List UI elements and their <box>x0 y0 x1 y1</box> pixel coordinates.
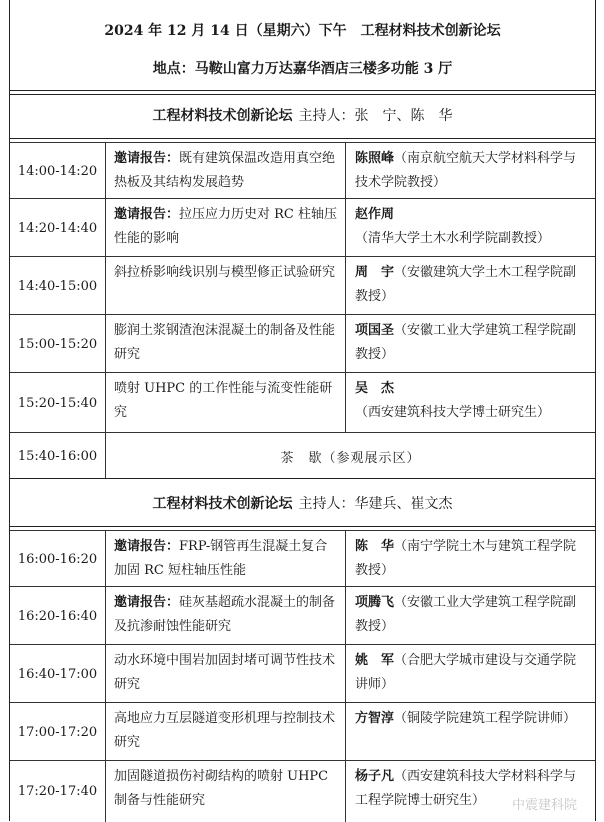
agenda-row <box>10 530 595 587</box>
agenda-row <box>10 644 595 703</box>
session-divider <box>10 478 595 479</box>
talk-topic <box>106 199 346 257</box>
talk-topic <box>106 315 346 373</box>
speaker <box>347 257 595 315</box>
session-host: 主持人：华建兵、崔文杰 <box>298 496 453 512</box>
agenda-sheet <box>9 0 596 821</box>
session-divider <box>10 526 595 527</box>
speaker-name: 项国圣 <box>355 323 395 338</box>
speaker <box>347 645 595 703</box>
topic-text: 喷射 UHPC 的工作性能与流变性能研究 <box>114 381 333 420</box>
time-slot: 17:00-17:20 <box>10 703 106 761</box>
topic-text: 既有建筑保温改造用真空绝热板及其结构发展趋势 <box>114 151 336 190</box>
date-line: 2024 年 12 月 14 日（星期六）下午 工程材料技术创新论坛 <box>104 23 501 39</box>
speaker-affiliation: （南宁学院土木与建筑工程学院教授） <box>355 539 577 578</box>
topic-text: 硅灰基超疏水混凝土的制备及抗渗耐蚀性能研究 <box>114 595 336 634</box>
speaker-affiliation: （南京航空航天大学材料科学与技术学院教授） <box>355 151 577 190</box>
speaker-name: 姚 军 <box>355 653 395 668</box>
time-slot: 15:00-15:20 <box>10 315 106 373</box>
speaker <box>347 587 595 645</box>
topic-text: 膨润土浆钢渣泡沫混凝土的制备及性能研究 <box>114 323 336 362</box>
break-row <box>10 432 595 479</box>
session-title-row <box>10 482 595 526</box>
talk-topic <box>106 257 346 315</box>
speaker-name: 陈照峰 <box>355 151 395 166</box>
speaker-affiliation: （铜陵学院建筑工程学院讲师） <box>394 711 577 726</box>
speaker <box>347 143 595 199</box>
speaker-name: 方智淳 <box>355 711 395 726</box>
time-slot: 16:00-16:20 <box>10 531 106 587</box>
speaker-affiliation: （西安建筑科技大学博士研究生） <box>355 405 551 420</box>
talk-topic <box>106 761 346 822</box>
talk-topic <box>106 703 346 761</box>
invited-label: 邀请报告： <box>114 151 180 166</box>
speaker <box>347 531 595 587</box>
speaker-affiliation: （西安建筑科技大学材料科学与工程学院博士研究生） <box>355 769 577 808</box>
topic-text: FRP-钢管再生混凝土复合加固 RC 短柱轴压性能 <box>114 539 328 578</box>
venue-line: 地点：马鞍山富力万达嘉华酒店三楼多功能 3 厅 <box>152 61 453 77</box>
time-slot: 14:20-14:40 <box>10 199 106 257</box>
talk-topic <box>106 531 346 587</box>
session-host: 主持人：张 宁、陈 华 <box>298 108 453 124</box>
speaker-name: 吴 杰 <box>355 381 395 396</box>
invited-label: 邀请报告： <box>114 595 180 610</box>
speaker-name: 杨子凡 <box>355 769 395 784</box>
agenda-row <box>10 256 595 315</box>
topic-text: 拉压应力历史对 RC 柱轴压性能的影响 <box>114 207 338 246</box>
topic-text: 斜拉桥影响线识别与模型修正试验研究 <box>114 265 336 280</box>
agenda-header <box>10 0 595 90</box>
agenda-row <box>10 702 595 761</box>
speaker <box>347 315 595 373</box>
time-slot: 15:20-15:40 <box>10 373 106 433</box>
header-divider <box>10 90 595 91</box>
watermark: 中震建科院 <box>511 798 577 813</box>
speaker-name: 赵作周 <box>355 207 395 222</box>
speaker-affiliation: （安徽工业大学建筑工程学院副教授） <box>355 595 577 634</box>
talk-topic <box>106 645 346 703</box>
time-slot: 16:20-16:40 <box>10 587 106 645</box>
talk-topic <box>106 143 346 199</box>
agenda-row <box>10 760 595 822</box>
time-slot: 14:40-15:00 <box>10 257 106 315</box>
agenda-row <box>10 314 595 373</box>
topic-text: 动水环境中围岩加固封堵可调节性技术研究 <box>114 653 336 692</box>
speaker-name: 项腾飞 <box>355 595 395 610</box>
speaker-name: 周 宇 <box>355 265 395 280</box>
session-title: 工程材料技术创新论坛 <box>152 496 293 512</box>
speaker-affiliation: （安徽建筑大学土木工程学院副教授） <box>355 265 577 304</box>
topic-text: 加固隧道损伤衬砌结构的喷射 UHPC 制备与性能研究 <box>114 769 329 808</box>
agenda-row <box>10 198 595 257</box>
session-title: 工程材料技术创新论坛 <box>152 108 293 124</box>
time-slot: 17:20-17:40 <box>10 761 106 822</box>
speaker-affiliation: （安徽工业大学建筑工程学院副教授） <box>355 323 577 362</box>
time-slot: 15:40-16:00 <box>10 433 106 479</box>
speaker <box>347 373 595 433</box>
invited-label: 邀请报告： <box>114 539 180 554</box>
speaker-affiliation: （清华大学土木水利学院副教授） <box>355 231 551 246</box>
talk-topic <box>106 587 346 645</box>
speaker-name: 陈 华 <box>355 539 395 554</box>
agenda-row <box>10 586 595 645</box>
break-label: 茶 歇（参观展示区） <box>280 450 421 466</box>
topic-text: 高地应力互层隧道变形机理与控制技术研究 <box>114 711 336 750</box>
speaker <box>347 703 595 761</box>
agenda-row <box>10 142 595 199</box>
speaker-affiliation: （合肥大学城市建设与交通学院讲师） <box>355 653 577 692</box>
invited-label: 邀请报告： <box>114 207 180 222</box>
agenda-row <box>10 372 595 433</box>
talk-topic <box>106 373 346 433</box>
time-slot: 14:00-14:20 <box>10 143 106 199</box>
session-divider <box>10 138 595 139</box>
speaker <box>347 199 595 257</box>
time-slot: 16:40-17:00 <box>10 645 106 703</box>
session-title-row <box>10 94 595 138</box>
